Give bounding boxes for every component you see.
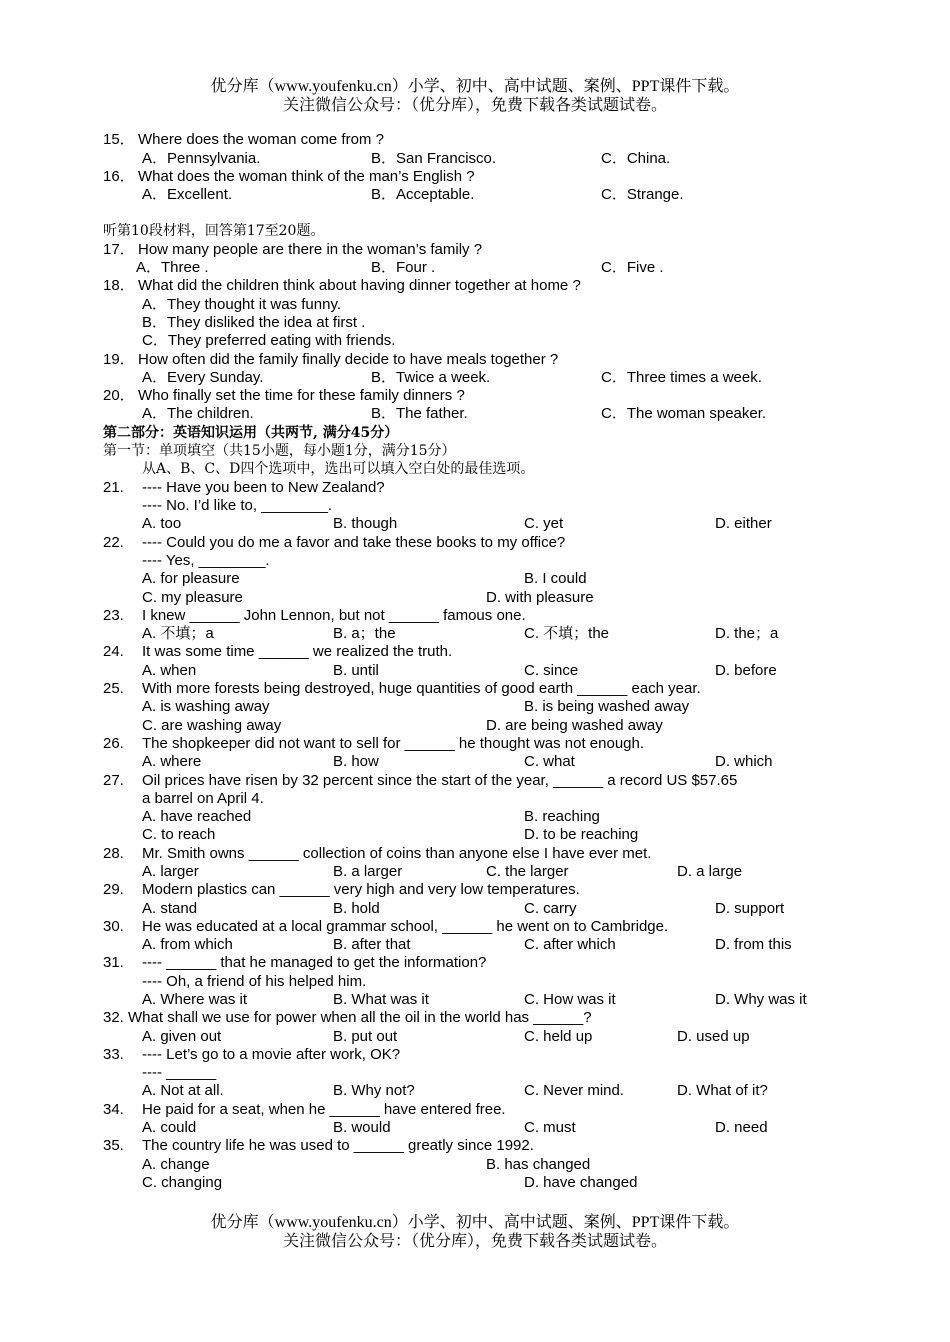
option-d: D. to be reaching	[524, 826, 639, 843]
question-text: Mr. Smith owns ______ collection of coins than anyone else I have ever met.	[142, 845, 652, 862]
question-number: 31.	[103, 954, 124, 971]
question-27-options-ab	[0, 808, 950, 826]
question-27-continued	[0, 790, 950, 808]
question-33-reply	[0, 1064, 950, 1082]
footer-line-1: 优分库（www.youfenku.cn）小学、初中、高中试题、案例、PPT课件下载。	[210, 1214, 740, 1231]
question-number: 35.	[103, 1137, 124, 1154]
question-number: 34.	[103, 1101, 124, 1118]
option-c: C. the larger	[486, 863, 569, 880]
option-c: C. what	[524, 753, 575, 770]
question-34-options	[0, 1119, 950, 1137]
question-text: Who finally set the time for these family dinners ?	[138, 387, 465, 404]
option-b: B. I could	[524, 570, 587, 587]
footer-line-2: 关注微信公众号：（优分库），免费下载各类试题试卷。	[282, 1233, 667, 1250]
option-b: B．Twice a week.	[371, 369, 491, 386]
question-number: 19．	[103, 351, 135, 368]
option-c: C. Never mind.	[524, 1082, 625, 1099]
question-text: He paid for a seat, when he ______ have entered free.	[142, 1101, 506, 1118]
question-17-options	[0, 259, 950, 277]
option-c: C．Strange.	[601, 186, 684, 203]
option-b: B. would	[333, 1119, 391, 1136]
question-text: 32. What shall we use for power when all the oil in the world has ______?	[103, 1009, 592, 1026]
question-15-options	[0, 150, 950, 168]
option-d: D. which	[715, 753, 773, 770]
question-28-options	[0, 863, 950, 881]
question-number: 23.	[103, 607, 124, 624]
header-line-2: 关注微信公众号：（优分库），免费下载各类试题试卷。	[282, 97, 667, 114]
question-18-option-b	[0, 314, 950, 332]
option-d: D. What of it?	[677, 1082, 768, 1099]
question-number: 33.	[103, 1046, 124, 1063]
question-text: What does the woman think of the man’s English ?	[138, 168, 475, 185]
option-d: D. support	[715, 900, 785, 917]
option-b: B. until	[333, 662, 379, 679]
question-34	[0, 1101, 950, 1119]
option-b: B. Why not?	[333, 1082, 415, 1099]
option-a: A．They thought it was funny.	[142, 296, 341, 313]
option-d: D. either	[715, 515, 772, 532]
question-text: ---- No. I’d like to, ________.	[142, 497, 333, 514]
question-text: The country life he was used to ______ greatly since 1992.	[142, 1137, 534, 1154]
option-d: D. from this	[715, 936, 792, 953]
question-21-options	[0, 515, 950, 533]
option-c: C. changing	[142, 1174, 223, 1191]
question-26-options	[0, 753, 950, 771]
option-b: B．San Francisco.	[371, 150, 497, 167]
question-22-options-cd	[0, 589, 950, 607]
option-c: C. yet	[524, 515, 564, 532]
question-25-options-cd	[0, 717, 950, 735]
question-number: 17．	[103, 241, 135, 258]
option-d: D. before	[715, 662, 777, 679]
option-b: B. hold	[333, 900, 380, 917]
question-19	[0, 351, 950, 369]
option-a: A. Where was it	[142, 991, 248, 1008]
part-title: 第二部分：英语知识运用（共两节, 满分45分）	[103, 425, 399, 441]
header-line-1: 优分库（www.youfenku.cn）小学、初中、高中试题、案例、PPT课件下载。	[210, 78, 740, 95]
option-a: A. when	[142, 662, 197, 679]
question-33	[0, 1046, 950, 1064]
question-number: 18．	[103, 277, 135, 294]
option-a: A. is washing away	[142, 698, 270, 715]
question-18	[0, 277, 950, 295]
option-a: A. for pleasure	[142, 570, 240, 587]
option-c: C. carry	[524, 900, 577, 917]
question-27	[0, 772, 950, 790]
option-d: D. need	[715, 1119, 768, 1136]
question-27-options-cd	[0, 826, 950, 844]
question-20-options	[0, 405, 950, 423]
option-b: B．Four .	[371, 259, 436, 276]
question-22-options-ab	[0, 570, 950, 588]
option-a: A. given out	[142, 1028, 222, 1045]
question-text: It was some time ______ we realized the truth.	[142, 643, 453, 660]
option-c: C. my pleasure	[142, 589, 243, 606]
option-b: B．The father.	[371, 405, 468, 422]
option-c: C. held up	[524, 1028, 593, 1045]
question-number: 24.	[103, 643, 124, 660]
question-text: The shopkeeper did not want to sell for ______ he thought was not enough.	[142, 735, 645, 752]
option-d: D. used up	[677, 1028, 750, 1045]
question-text: ---- Yes, ________.	[142, 552, 270, 569]
question-number: 29.	[103, 881, 124, 898]
option-b: B. how	[333, 753, 379, 770]
question-24-options	[0, 662, 950, 680]
section-1-heading	[0, 442, 950, 460]
question-number: 28.	[103, 845, 124, 862]
question-21-reply	[0, 497, 950, 515]
option-c: C. are washing away	[142, 717, 282, 734]
option-b: B. though	[333, 515, 398, 532]
option-c: C．Three times a week.	[601, 369, 762, 386]
question-number: 27.	[103, 772, 124, 789]
question-text: He was educated at a local grammar school, ______ he went on to Cambridge.	[142, 918, 669, 935]
question-31-reply	[0, 973, 950, 991]
question-23-options	[0, 625, 950, 643]
question-number: 16．	[103, 168, 135, 185]
question-number: 30.	[103, 918, 124, 935]
option-d: D. are being washed away	[486, 717, 663, 734]
option-c: C. to reach	[142, 826, 216, 843]
option-c: C. after which	[524, 936, 616, 953]
question-19-options	[0, 369, 950, 387]
question-25-options-ab	[0, 698, 950, 716]
question-25	[0, 680, 950, 698]
question-text: ---- ______	[142, 1064, 217, 1081]
option-d: D. the；a	[715, 625, 779, 642]
option-b: B. after that	[333, 936, 411, 953]
question-32	[0, 1009, 950, 1027]
question-text: ---- ______ that he managed to get the information?	[142, 954, 487, 971]
question-22	[0, 534, 950, 552]
option-a: A. change	[142, 1156, 210, 1173]
option-c: C．They preferred eating with friends.	[142, 332, 396, 349]
question-35-options-ab	[0, 1156, 950, 1174]
option-a: A. could	[142, 1119, 197, 1136]
instruction-text: 从A、B、C、D四个选项中，选出可以填入空白处的最佳选项。	[142, 461, 535, 477]
question-24	[0, 643, 950, 661]
question-number: 15．	[103, 131, 135, 148]
question-16-options	[0, 186, 950, 204]
question-29	[0, 881, 950, 899]
part-2-heading	[0, 424, 950, 442]
option-a: A. stand	[142, 900, 198, 917]
question-29-options	[0, 900, 950, 918]
question-26	[0, 735, 950, 753]
question-text: I knew ______ John Lennon, but not ______ famous one.	[142, 607, 526, 624]
option-b: B. What was it	[333, 991, 429, 1008]
question-text: a barrel on April 4.	[142, 790, 264, 807]
option-b: B. has changed	[486, 1156, 591, 1173]
instruction-text: 听第10段材料，回答第17至20题。	[103, 223, 325, 239]
option-a: A. have reached	[142, 808, 252, 825]
question-32-options	[0, 1028, 950, 1046]
question-35-options-cd	[0, 1174, 950, 1192]
option-b: B．They disliked the idea at first .	[142, 314, 366, 331]
option-c: C. must	[524, 1119, 576, 1136]
question-30-options	[0, 936, 950, 954]
option-d: D. Why was it	[715, 991, 807, 1008]
option-a: A. too	[142, 515, 182, 532]
option-c: C．Five .	[601, 259, 664, 276]
question-number: 25.	[103, 680, 124, 697]
question-text: How many people are there in the woman’s family ?	[138, 241, 483, 258]
question-text: ---- Could you do me a favor and take these books to my office?	[142, 534, 566, 551]
option-a: A. Not at all.	[142, 1082, 224, 1099]
option-a: A．Pennsylvania.	[142, 150, 261, 167]
question-22-reply	[0, 552, 950, 570]
question-text: ---- Let’s go to a movie after work, OK?	[142, 1046, 401, 1063]
question-text: Oil prices have risen by 32 percent since the start of the year, ______ a record US $57.65	[142, 772, 738, 789]
question-35	[0, 1137, 950, 1155]
option-c: C. since	[524, 662, 579, 679]
option-b: B. a；the	[333, 625, 396, 642]
option-a: A．The children.	[142, 405, 254, 422]
question-number: 22.	[103, 534, 124, 551]
question-31-options	[0, 991, 950, 1009]
option-d: D. with pleasure	[486, 589, 594, 606]
option-c: C. 不填；the	[524, 625, 610, 642]
option-d: D. have changed	[524, 1174, 638, 1191]
option-a: A. 不填；a	[142, 625, 214, 642]
option-a: A．Every Sunday.	[142, 369, 264, 386]
question-number: 26.	[103, 735, 124, 752]
question-18-option-a	[0, 296, 950, 314]
option-a: A. from which	[142, 936, 233, 953]
question-31	[0, 954, 950, 972]
question-20	[0, 387, 950, 405]
option-d: D. a large	[677, 863, 743, 880]
question-text: What did the children think about having dinner together at home ?	[138, 277, 581, 294]
option-c: C．The woman speaker.	[601, 405, 767, 422]
question-23	[0, 607, 950, 625]
question-text: Where does the woman come from ?	[138, 131, 384, 148]
option-b: B. a larger	[333, 863, 403, 880]
question-21	[0, 479, 950, 497]
question-33-options	[0, 1082, 950, 1100]
option-b: B. is being washed away	[524, 698, 690, 715]
option-b: B. reaching	[524, 808, 600, 825]
option-c: C. How was it	[524, 991, 616, 1008]
question-18-option-c	[0, 332, 950, 350]
question-number: 21.	[103, 479, 124, 496]
section-1-instruction	[0, 460, 950, 478]
option-a: A．Three .	[136, 259, 209, 276]
question-30	[0, 918, 950, 936]
option-a: A. larger	[142, 863, 199, 880]
question-text: Modern plastics can ______ very high and very low temperatures.	[142, 881, 580, 898]
question-text: ---- Have you been to New Zealand?	[142, 479, 385, 496]
question-number: 20．	[103, 387, 135, 404]
listening-instruction	[0, 222, 950, 240]
question-text: With more forests being destroyed, huge quantities of good earth ______ each year.	[142, 680, 701, 697]
option-b: B．Acceptable.	[371, 186, 475, 203]
section-title: 第一节：单项填空（共15小题，每小题1分，满分15分）	[103, 443, 456, 459]
question-text: ---- Oh, a friend of his helped him.	[142, 973, 367, 990]
option-c: C．China.	[601, 150, 671, 167]
question-28	[0, 845, 950, 863]
option-a: A. where	[142, 753, 202, 770]
question-15	[0, 131, 950, 149]
question-text: How often did the family finally decide to have meals together ?	[138, 351, 559, 368]
option-a: A．Excellent.	[142, 186, 233, 203]
question-16	[0, 168, 950, 186]
question-17	[0, 241, 950, 259]
option-b: B. put out	[333, 1028, 398, 1045]
